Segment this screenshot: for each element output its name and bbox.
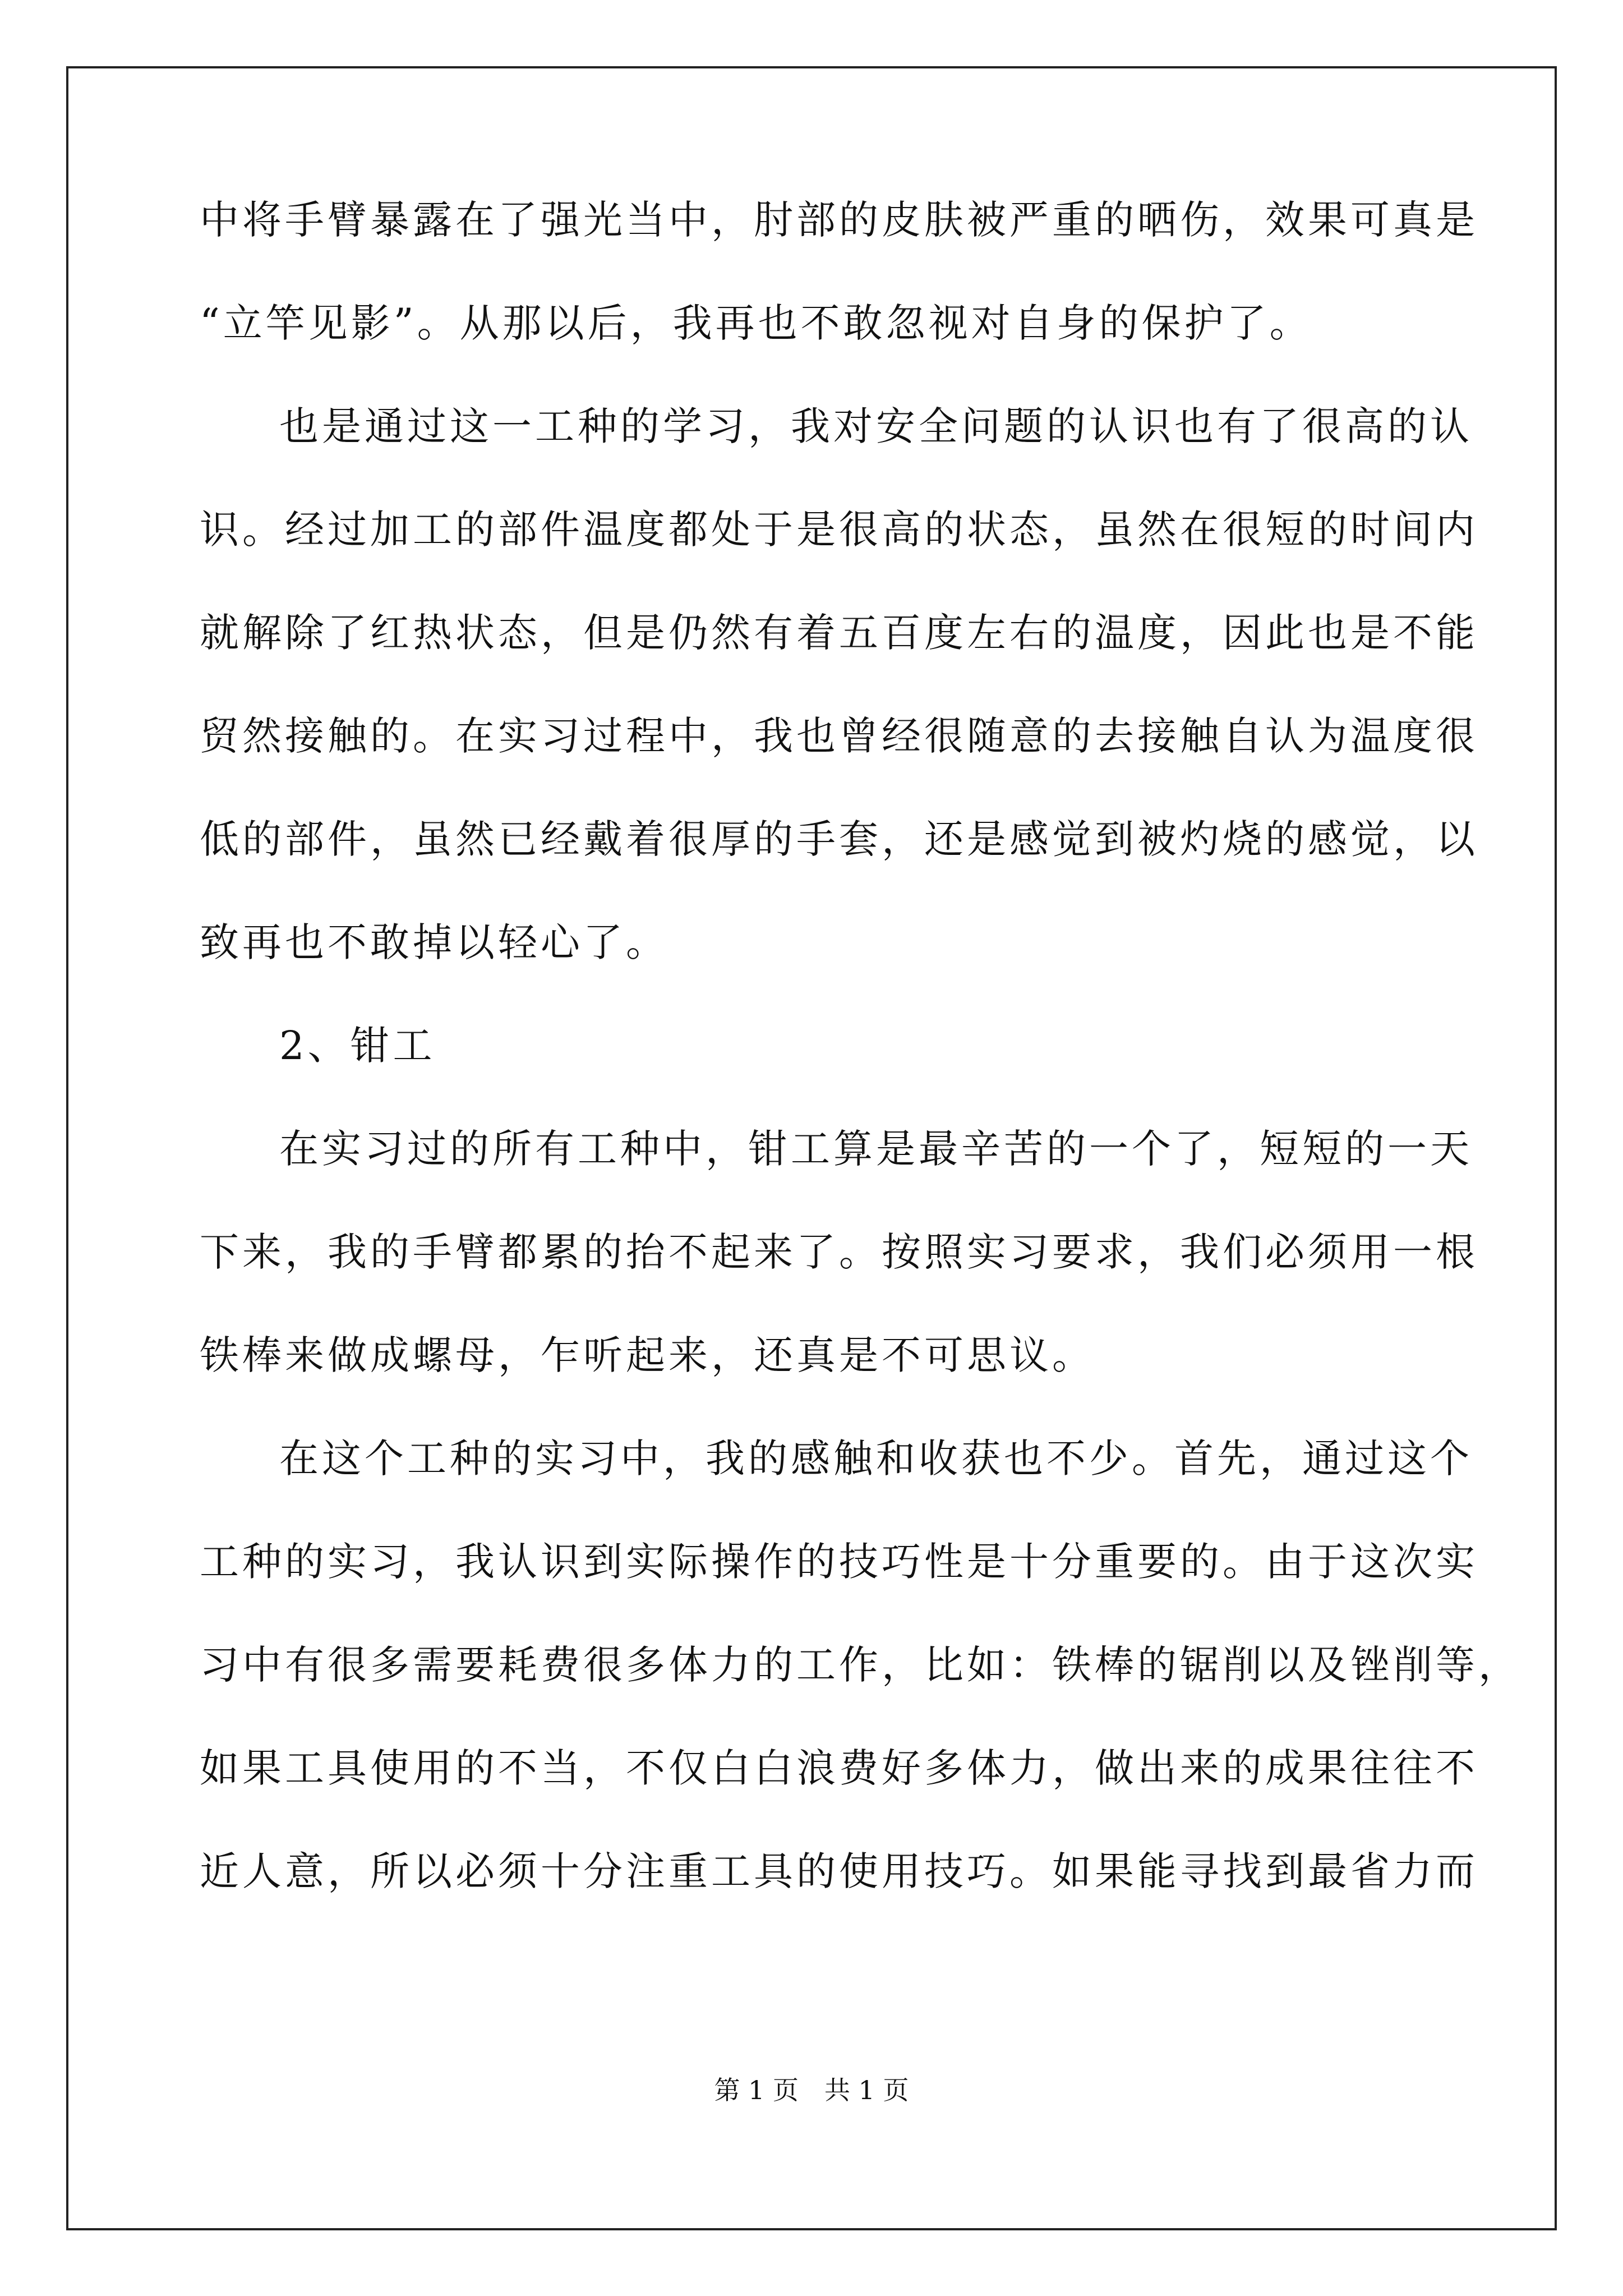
text-line: 中将手臂暴露在了强光当中，肘部的皮肤被严重的晒伤，效果可真是 <box>200 197 1478 243</box>
text-line: 下来，我的手臂都累的抬不起来了。按照实习要求，我们必须用一根 <box>200 1229 1478 1275</box>
section-heading: 2、钳工 <box>279 1023 436 1069</box>
text-line: 贸然接触的。在实习过程中，我也曾经很随意的去接触自认为温度很 <box>200 713 1478 759</box>
text-line: 工种的实习，我认识到实际操作的技巧性是十分重要的。由于这次实 <box>200 1539 1478 1585</box>
text-line: 铁棒来做成螺母，乍听起来，还真是不可思议。 <box>200 1332 1095 1378</box>
paragraph-start: 也是通过这一工种的学习，我对安全问题的认识也有了很高的认 <box>279 403 1473 449</box>
text-line: 近人意，所以必须十分注重工具的使用技巧。如果能寻找到最省力而 <box>200 1848 1478 1894</box>
text-line: 如果工具使用的不当，不仅白白浪费好多体力，做出来的成果往往不 <box>200 1745 1478 1791</box>
page-footer: 第 1 页 共 1 页 <box>714 2075 909 2105</box>
paragraph-start: 在实习过的所有工种中，钳工算是最辛苦的一个了，短短的一天 <box>279 1126 1473 1172</box>
text-line: 致再也不敢掉以轻心了。 <box>200 919 668 965</box>
document-body <box>200 168 1521 1923</box>
text-line: “立竿见影”。从那以后，我再也不敢忽视对自身的保护了。 <box>200 300 1312 346</box>
text-line: 就解除了红热状态，但是仍然有着五百度左右的温度，因此也是不能 <box>200 610 1478 656</box>
text-line: 低的部件，虽然已经戴着很厚的手套，还是感觉到被灼烧的感觉，以 <box>200 816 1478 862</box>
text-line: 习中有很多需要耗费很多体力的工作，比如：铁棒的锯削以及锉削等， <box>200 1642 1521 1688</box>
text-line: 识。经过加工的部件温度都处于是很高的状态，虽然在很短的时间内 <box>200 507 1478 553</box>
paragraph-start: 在这个工种的实习中，我的感触和收获也不少。首先，通过这个 <box>279 1435 1473 1481</box>
